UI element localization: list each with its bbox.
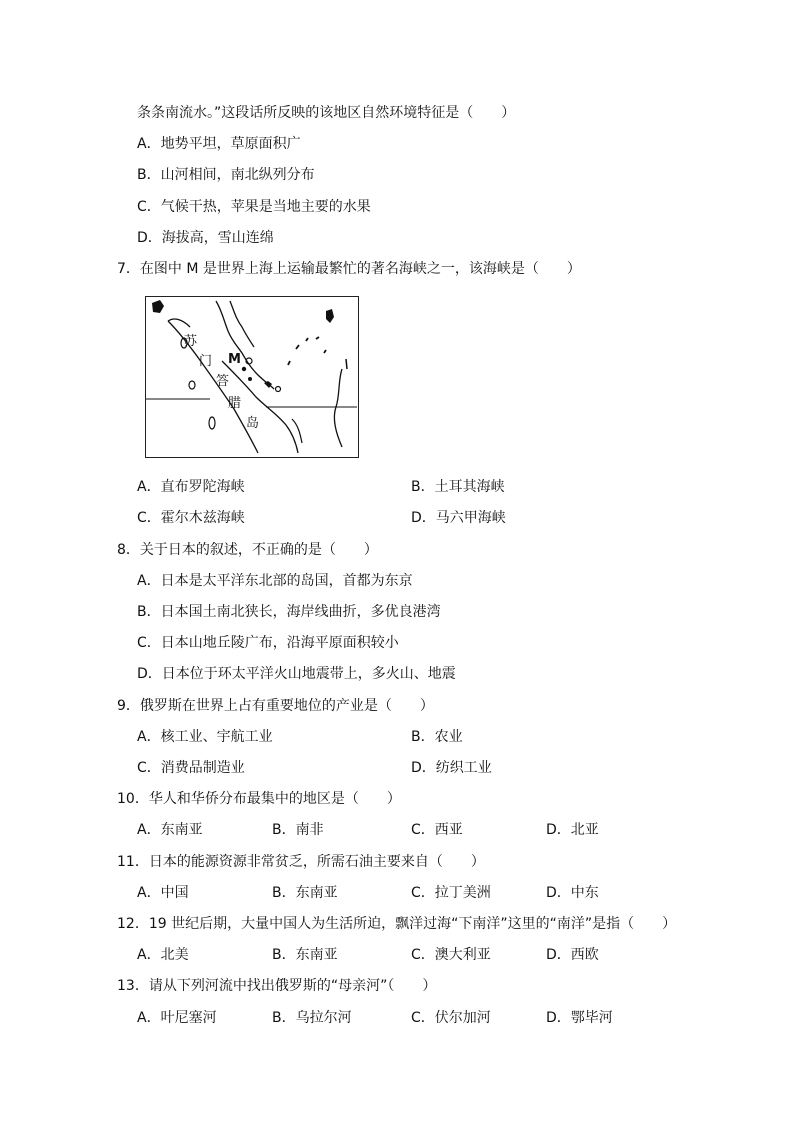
q7-stem: 7．在图中 M 是世界上海上运输最繁忙的著名海峡之一，该海峡是（ ） xyxy=(117,261,581,277)
q13-option-c[interactable]: C．伏尔加河 xyxy=(411,1010,491,1026)
map-dash-5 xyxy=(324,350,326,353)
map-label-da: 答 xyxy=(216,374,230,389)
q8-option-b[interactable]: B．日本国土南北狭长，海岸线曲折，多优良港湾 xyxy=(137,604,441,620)
map-label-m: M xyxy=(228,352,241,367)
q12-stem: 12．19 世纪后期，大量中国人为生活所迫，飘洋过海“下南洋”这里的“南洋”是指（ ） xyxy=(117,916,677,932)
map-label-dao: 岛 xyxy=(246,416,260,431)
q12-option-c[interactable]: C．澳大利亚 xyxy=(411,947,491,963)
q11-option-a[interactable]: A．中国 xyxy=(137,885,189,901)
q9-option-c[interactable]: C．消费品制造业 xyxy=(137,760,245,776)
q13-option-a[interactable]: A．叶尼塞河 xyxy=(137,1010,217,1026)
map-dash-2 xyxy=(306,338,308,341)
map-dash-3 xyxy=(316,337,319,339)
map-dash-4 xyxy=(288,361,290,365)
q9-option-a[interactable]: A．核工业、宇航工业 xyxy=(137,729,273,745)
map-dash-6 xyxy=(346,359,347,369)
map-sumatra-north xyxy=(168,319,190,327)
q8-option-c[interactable]: C．日本山地丘陵广布，沿海平原面积较小 xyxy=(137,635,399,651)
q12-option-b[interactable]: B．东南亚 xyxy=(272,947,338,963)
q10-option-d[interactable]: D．北亚 xyxy=(546,822,599,838)
q10-stem: 10．华人和华侨分布最集中的地区是（ ） xyxy=(117,791,401,807)
q11-option-d[interactable]: D．中东 xyxy=(546,885,599,901)
map-islet-w3 xyxy=(209,417,215,429)
q9-option-b[interactable]: B．农业 xyxy=(411,729,463,745)
map-islet-w2 xyxy=(189,381,195,389)
strait-map-drawing xyxy=(146,297,357,456)
q6-stem-continuation: 条条南流水。”这段话所反映的该地区自然环境特征是（ ） xyxy=(137,105,516,121)
q11-option-c[interactable]: C．拉丁美洲 xyxy=(411,885,491,901)
q7-option-c[interactable]: C．霍尔木兹海峡 xyxy=(137,510,245,526)
map-malay-peninsula-west xyxy=(230,301,254,347)
q11-stem: 11．日本的能源资源非常贫乏，所需石油主要来自（ ） xyxy=(117,854,485,870)
q10-option-b[interactable]: B．南非 xyxy=(272,822,324,838)
map-label-su: 苏 xyxy=(184,334,198,349)
q6-option-a[interactable]: A．地势平坦，草原面积广 xyxy=(137,136,301,152)
q8-option-d[interactable]: D．日本位于环太平洋火山地震带上，多火山、地震 xyxy=(137,666,456,682)
q12-option-a[interactable]: A．北美 xyxy=(137,947,189,963)
map-islet-s1 xyxy=(242,367,246,371)
map-islet-s2 xyxy=(248,377,252,381)
q6-option-b[interactable]: B．山河相间，南北纵列分布 xyxy=(137,167,315,183)
q8-option-a[interactable]: A．日本是太平洋东北部的岛国，首都为东京 xyxy=(137,573,413,589)
map-label-men: 门 xyxy=(199,354,213,369)
q9-option-d[interactable]: D．纺织工业 xyxy=(411,760,492,776)
q13-option-d[interactable]: D．鄂毕河 xyxy=(546,1010,613,1026)
q7-option-a[interactable]: A．直布罗陀海峡 xyxy=(137,479,245,495)
strait-map-figure xyxy=(145,296,359,458)
q6-option-d[interactable]: D．海拔高，雪山连绵 xyxy=(137,230,274,246)
map-dash-1 xyxy=(296,345,299,349)
map-label-la: 腊 xyxy=(228,396,242,411)
q8-stem: 8．关于日本的叙述，不正确的是（ ） xyxy=(117,542,378,558)
q6-option-c[interactable]: C．气候干热，苹果是当地主要的水果 xyxy=(137,199,371,215)
q7-option-b[interactable]: B．土耳其海峡 xyxy=(411,479,505,495)
q13-stem: 13．请从下列河流中找出俄罗斯的“母亲河”（ ） xyxy=(117,978,437,994)
q12-option-d[interactable]: D．西欧 xyxy=(546,947,599,963)
map-islet-ne xyxy=(326,309,334,323)
q10-option-c[interactable]: C．西亚 xyxy=(411,822,463,838)
q11-option-b[interactable]: B．东南亚 xyxy=(272,885,338,901)
map-islet-nw xyxy=(152,300,164,313)
q13-option-b[interactable]: B．乌拉尔河 xyxy=(272,1010,352,1026)
q7-option-d[interactable]: D．马六甲海峡 xyxy=(411,510,506,526)
q10-option-a[interactable]: A．东南亚 xyxy=(137,822,203,838)
q9-stem: 9．俄罗斯在世界上占有重要地位的产业是（ ） xyxy=(117,698,434,714)
map-islet-s4 xyxy=(276,387,281,392)
map-borneo-coast xyxy=(334,369,342,447)
